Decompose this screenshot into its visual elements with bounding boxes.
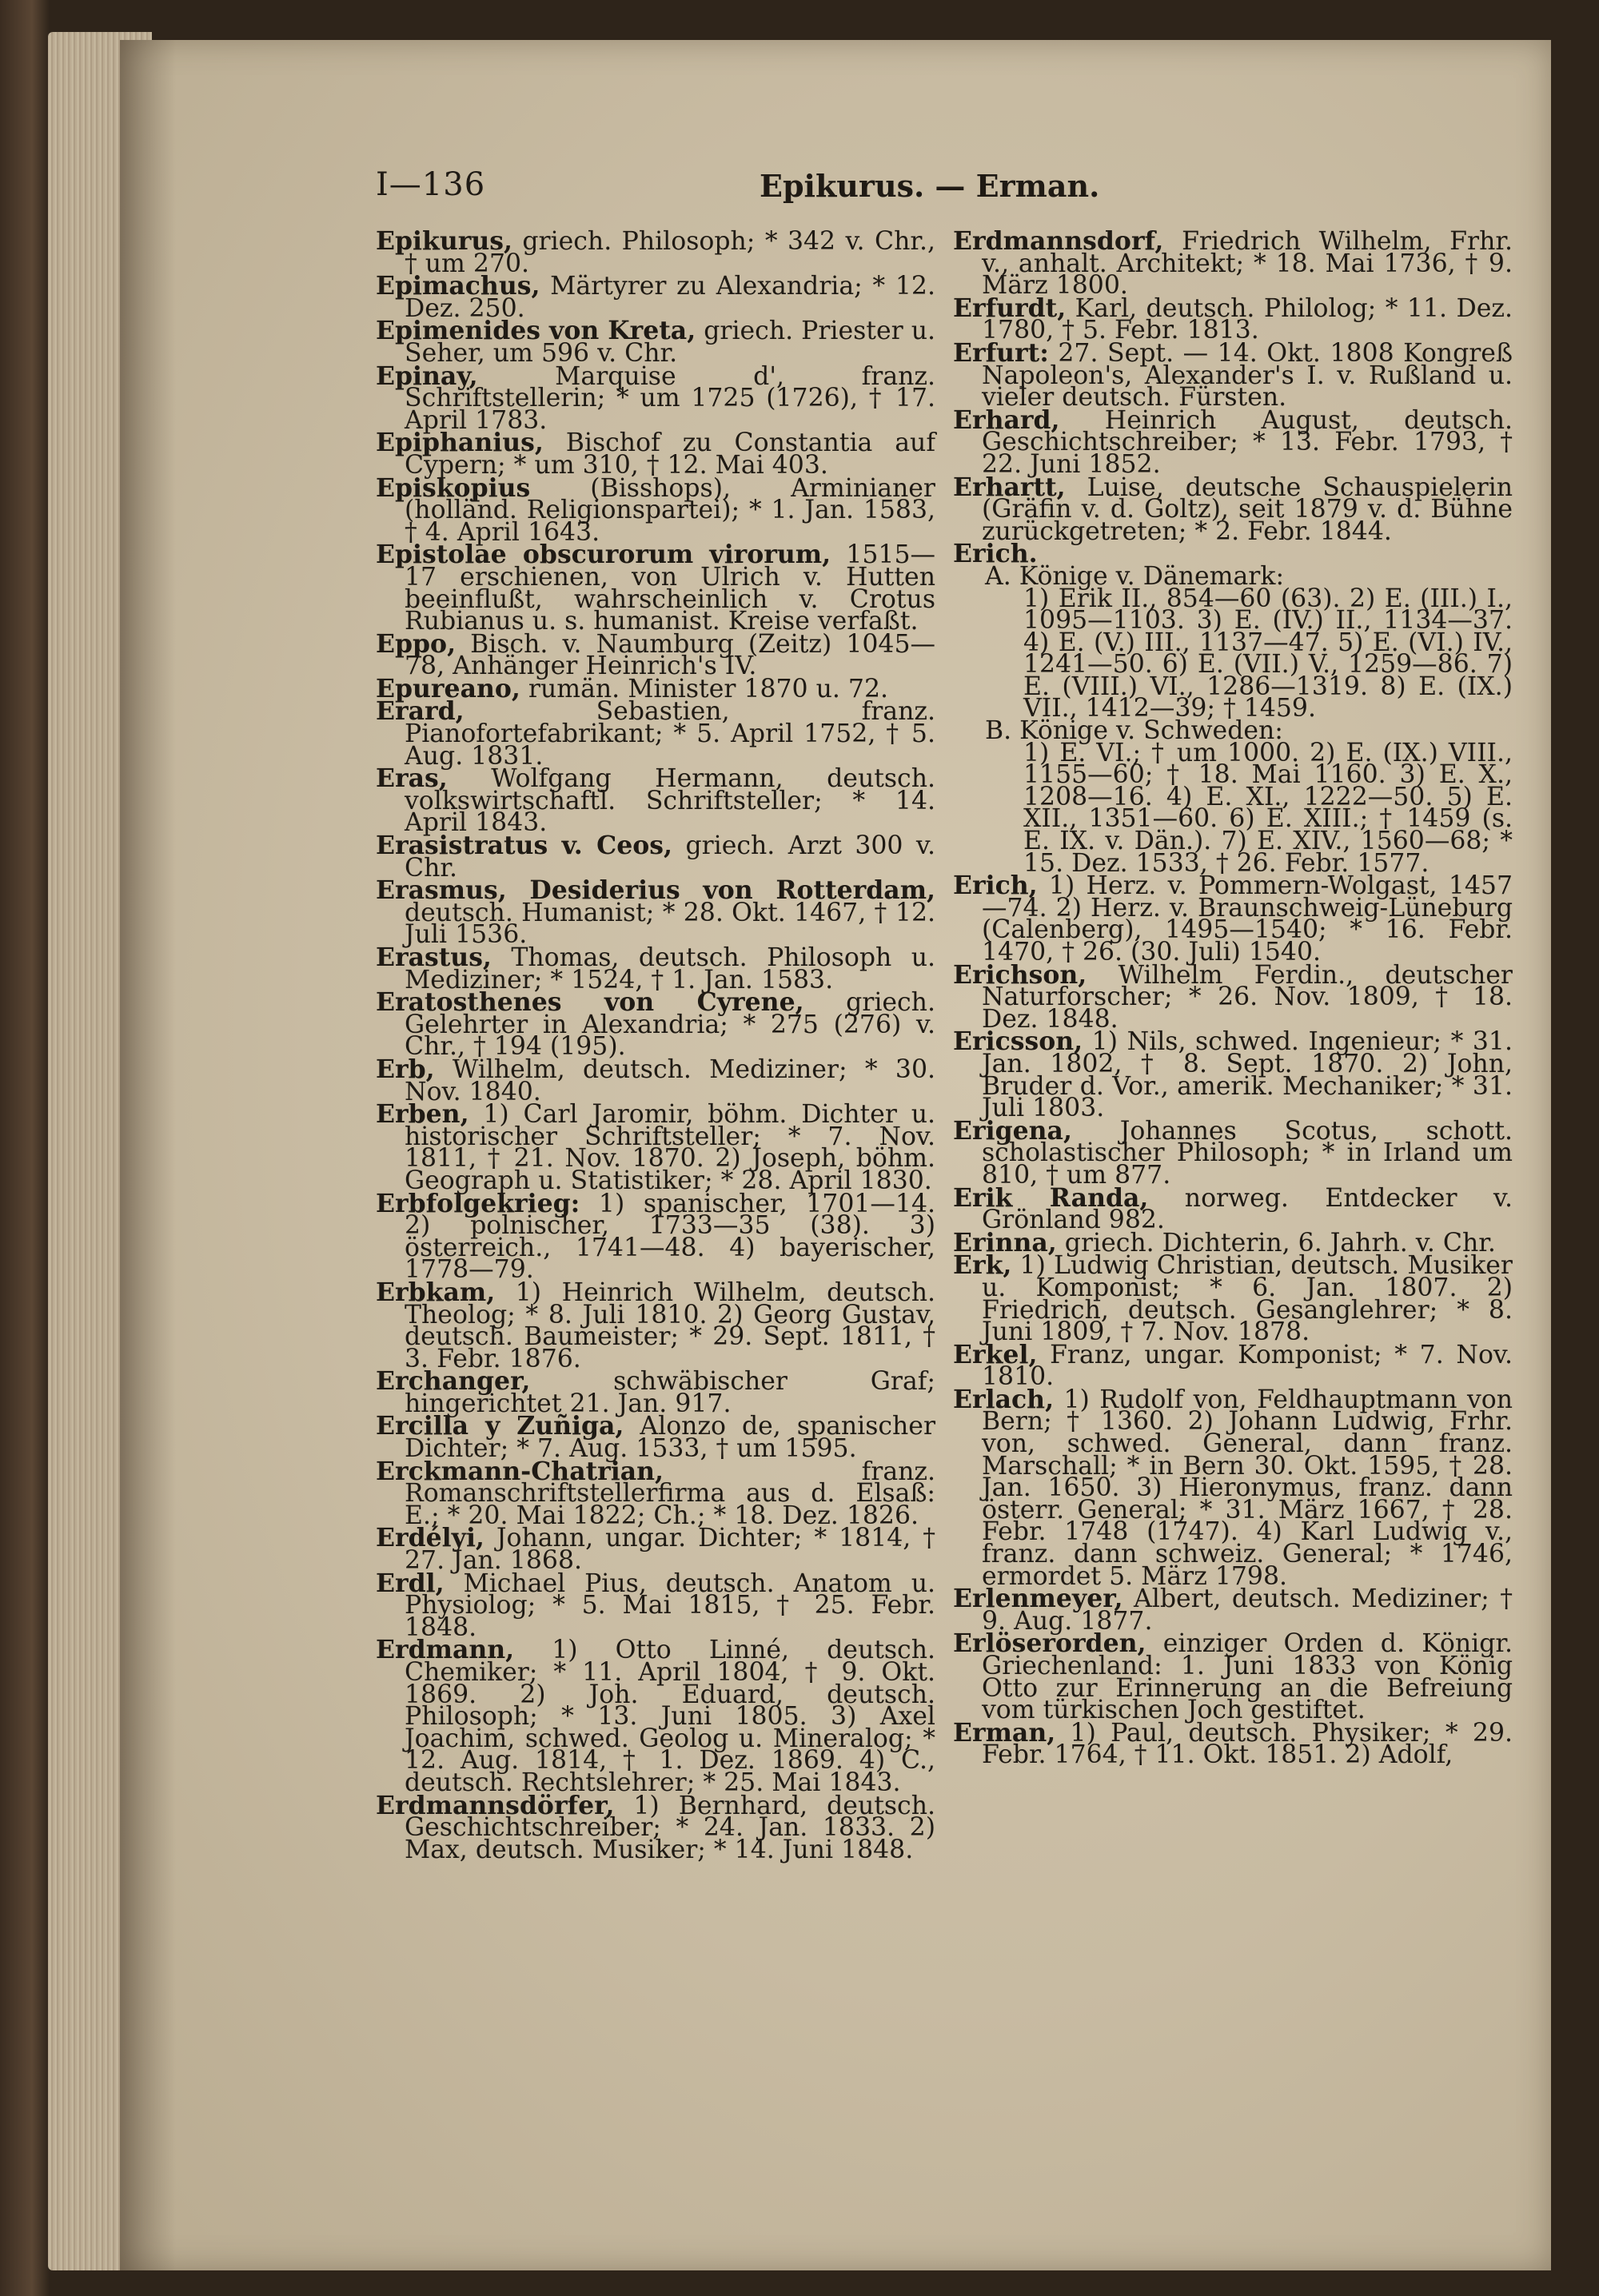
page-number: I—136 [376, 166, 486, 203]
entry-text: Franz, ungar. Komponist; * 7. Nov. 1810. [982, 1340, 1513, 1392]
entry-term: Erdmann, [376, 1635, 515, 1665]
entry-text: Wilhelm, deutsch. Mediziner; * 30. Nov. 1840. [405, 1054, 935, 1106]
entry-term: Eppo, [376, 628, 457, 659]
entry-text: Bisch. v. Naumburg (Zeitz) 1045—78, Anhänger Heinrich's IV. [405, 629, 935, 681]
entry-text: 27. Sept. — 14. Okt. 1808 Kongreß Napoleon's, Alexander's I. v. Rußland u. vieler deutsch. Fürsten. [982, 338, 1513, 413]
entry [376, 428, 935, 480]
entry-text: (Bisshops), Arminianer (holländ. Religionspartei); * 1. Jan. 1583, † 4. April 1643. [405, 473, 935, 547]
entry-term: Erhartt, [953, 472, 1066, 502]
entry-text: einziger Orden d. Königr. Griechenland: 1. Juni 1833 von König Otto zur Erinnerung an die Befreiung vom türkischen Joch gestiftet. [982, 1629, 1513, 1725]
entry [953, 293, 1513, 345]
entry [953, 405, 1513, 479]
entry-term: Erk, [953, 1250, 1012, 1281]
entry [953, 1717, 1513, 1770]
erich-section-b-label: B. Könige v. Schweden: [985, 716, 1283, 746]
entry-text: Sebastien, franz. Pianofortefabrikant; * 5. April 1752, † 5. Aug. 1831. [405, 697, 935, 771]
entry-term: Ericsson, [953, 1026, 1083, 1057]
entry [953, 1182, 1513, 1235]
entry-text: 1) Nils, schwed. Ingenieur; * 31. Jan. 1802, † 8. Sept. 1870. 2) John, Bruder d. Vor., amerik. Mechaniker; * 31. Juli 1803. [982, 1027, 1513, 1123]
entry-term: Erdmannsdorf, [953, 226, 1164, 256]
entry-term: Erlöserorden, [953, 1628, 1146, 1659]
entry [376, 1456, 935, 1530]
entry-term: Episkopius [376, 472, 531, 503]
entry-text: griech. Priester u. Seher, um 596 v. Chr. [405, 317, 935, 368]
entry [953, 1384, 1513, 1591]
entry [376, 943, 935, 995]
entry-text: Bischof zu Constantia auf Cypern; * um 310, † 12. Mai 403. [405, 429, 935, 480]
entry-text: Märtyrer zu Alexandria; * 12. Dez. 250. [405, 272, 935, 323]
entry-text: Albert, deutsch. Mediziner; † 9. Aug. 1877. [982, 1584, 1513, 1636]
entry-term: Erinna, [953, 1227, 1057, 1258]
entry-text: Friedrich Wilhelm, Frhr. v., anhalt. Architekt; * 18. Mai 1736, † 9. März 1800. [982, 227, 1513, 301]
entry-text: schwäbischer Graf; hingerichtet 21. Jan. 917. [405, 1367, 935, 1418]
erich-section-b-list: 1) E. VI.; † um 1000. 2) E. (IX.) VIII., 1155—60; † 18. Mai 1160. 3) E. X., 1208—16. 4) E. XI., 1222—50. 5) E. XII., 1351—60. 6) E. XIII.; † 1459 (s. E. IX. v. Dän.). 7) E. XIV., 1560—68; * 15. Dez. 1533, † 26. Febr. 1577. [1023, 738, 1513, 878]
entry-term: Erckmann-Chatrian, [376, 1456, 664, 1486]
entry-text: Johann, ungar. Dichter; * 1814, † 27. Jan. 1868. [405, 1524, 935, 1576]
entry-text: 1) Otto Linné, deutsch. Chemiker; * 11. April 1804, † 9. Okt. 1869. 2) Joh. Eduard, deutsch. Philosoph; * 13. Juni 1805. 3) Axel Joachim, schwed. Geolog u. Mineralog; * 12. Aug. 1814, † 1. Dez. 1869. 4) C., deutsch. Rechtslehrer; * 25. Mai 1843. [405, 1636, 935, 1797]
entry-term: Epikurus, [376, 226, 512, 256]
entry-term: Erard, [376, 696, 465, 727]
running-head: Epikurus. — Erman. [760, 168, 1100, 204]
entry [376, 1635, 935, 1797]
entry [376, 1790, 935, 1864]
entry-term: Eratosthenes von Cyrene, [376, 987, 804, 1018]
entry [953, 959, 1513, 1034]
entry-term: Erkel, [953, 1339, 1038, 1369]
entry-term: Erfurdt, [953, 293, 1067, 323]
entry [376, 1099, 935, 1195]
entry [953, 1026, 1513, 1123]
entry-text: Thomas, deutsch. Philosoph u. Mediziner; * 1524, † 1. Jan. 1583. [405, 943, 935, 995]
entry [376, 271, 935, 323]
entry-text: Luise, deutsche Schauspielerin (Gräfin v. d. Goltz), seit 1879 v. d. Bühne zurückgetreten; * 2. Febr. 1844. [982, 472, 1513, 546]
entry [953, 871, 1513, 967]
entry [376, 1054, 935, 1106]
entry [953, 1339, 1513, 1392]
entry-term: Epimenides von Kreta, [376, 316, 696, 346]
entry-text: 1) Ludwig Christian, deutsch. Musiker u. Komponist; * 6. Jan. 1807. 2) Friedrich, deutsch. Gesanglehrer; * 8. Juni 1809, † 7. Nov. 1878. [982, 1251, 1513, 1347]
entry-term: Ercilla y Zuñiga, [376, 1411, 624, 1441]
entry-text: 1) Herz. v. Pommern-Wolgast, 1457—74. 2) Herz. v. Braunschweig-Lüneburg (Calenberg), 1495—1540; * 16. Febr. 1470, † 26. (30. Juli) 1540. [982, 871, 1513, 967]
entry [376, 226, 935, 278]
entry-term: Erhard, [953, 405, 1060, 435]
entry [376, 540, 935, 636]
entry-term: Erasistratus v. Ceos, [376, 831, 672, 861]
entry-term: Erichson, [953, 959, 1087, 990]
entry-term: Epureano, [376, 673, 520, 704]
entry-text: norweg. Entdecker v. Grönland 982. [982, 1183, 1513, 1235]
entry-term: Epistolae obscurorum virorum, [376, 540, 831, 570]
right-column [953, 226, 1513, 1770]
entry-text: 1515—17 erschienen, von Ulrich v. Hutten beeinflußt, wahrscheinlich v. Crotus Rubianus u. s. humanist. Kreise verfaßt. [405, 540, 935, 636]
entry [953, 337, 1513, 413]
entry [376, 1411, 936, 1464]
entry-term: Erlach, [953, 1384, 1055, 1414]
entry-term: Erben, [376, 1099, 469, 1130]
entry [953, 1584, 1513, 1636]
entry-text: 1) Bernhard, deutsch. Geschichtschreiber; * 24. Jan. 1833. 2) Max, deutsch. Musiker; * 14. Juni 1848. [405, 1791, 935, 1864]
entry-term: Erman, [953, 1717, 1056, 1748]
entry [376, 1188, 935, 1285]
entry-text: Heinrich August, deutsch. Geschichtschreiber; * 13. Febr. 1793, † 22. Juni 1852. [982, 405, 1513, 479]
entry-term: Erastus, [376, 943, 492, 972]
entry-term: Erdl, [376, 1568, 445, 1598]
erich-section-a-list: 1) Erik II., 854—60 (63). 2) E. (III.) I., 1095—1103. 3) E. (IV.) II., 1134—37. 4) E. (V.) III., 1137—47. 5) E. (VI.) IV., 1241—50. 6) E. (VII.) V., 1259—86. 7) E. (VIII.) VI., 1286—1319. 8) E. (IX.) VII., 1412—39; † 1459. [1023, 584, 1513, 723]
entry-text: 1) Carl Jaromir, böhm. Dichter u. historischer Schriftsteller; * 7. Nov. 1811, † 21. Nov. 1870. 2) Joseph, böhm. Geograph u. Statistiker; * 28. April 1830. [405, 1100, 935, 1195]
entry [376, 1366, 935, 1418]
entry-term: Erich, [953, 871, 1038, 901]
entry [376, 831, 935, 883]
entry-text: deutsch. Humanist; * 28. Okt. 1467, † 12. Juli 1536. [405, 898, 935, 950]
entry [376, 987, 935, 1062]
entry-text: rumän. Minister 1870 u. 72. [520, 674, 889, 704]
entry [376, 628, 935, 681]
entry-text: 1) Rudolf von, Feldhauptmann von Bern; † 1360. 2) Johann Ludwig, Frhr. von, schwed. General, dann franz. Marschall; * in Bern 30. Okt. 1595, † 28. Jan. 1650. 3) Hieronymus, franz. dann österr. General; * 31. März 1667, † 28. Febr. 1748 (1747). 4) Karl Ludwig v., franz. dann schweiz. General; * 1746, ermordet 5. März 1798. [982, 1385, 1513, 1591]
entry-term: Erlenmeyer, [953, 1584, 1123, 1614]
entry-term: Erich. [953, 539, 1038, 569]
entry-text: 1) Paul, deutsch. Physiker; * 29. Febr. 1764, † 11. Okt. 1851. 2) Adolf, [982, 1718, 1513, 1770]
entry-text: griech. Dichterin, 6. Jahrh. v. Chr. [1056, 1228, 1496, 1258]
entry-term: Erbfolgekrieg: [376, 1188, 580, 1218]
entry-text: Karl, deutsch. Philolog; * 11. Dez. 1780, † 5. Febr. 1813. [982, 293, 1513, 345]
entry-term: Erchanger, [376, 1366, 531, 1397]
entry-term: Erdmannsdörfer, [376, 1790, 615, 1820]
page-header [376, 166, 1391, 205]
entry-text: griech. Arzt 300 v. Chr. [405, 831, 935, 883]
entry-term: Erfurt: [953, 337, 1049, 368]
entry-text: Wolfgang Hermann, deutsch. volkswirtschaftl. Schriftsteller; * 14. April 1843. [405, 764, 935, 838]
entry-text: Wilhelm Ferdin., deutscher Naturforscher; * 26. Nov. 1809, † 18. Dez. 1848. [982, 960, 1513, 1034]
entry-term: Erasmus, Desiderius von Rotterdam, [376, 875, 935, 906]
entry-term: Epiphanius, [376, 428, 544, 458]
entry-text: franz. Romanschriftstellerfirma aus d. Elsaß: E.; * 20. Mai 1822; Ch.; * 18. Dez. 1826. [405, 1457, 935, 1530]
entry [376, 763, 935, 838]
entry-term: Erigena, [953, 1115, 1072, 1146]
entry [376, 696, 935, 771]
entry-text: Michael Pius, deutsch. Anatom u. Physiolog; * 5. Mai 1815, † 25. Febr. 1848. [405, 1569, 935, 1642]
spine-shadow [120, 40, 176, 2270]
entry-text: Johannes Scotus, schott. scholastischer Philosoph; * in Irland um 810, † um 877. [982, 1116, 1513, 1190]
entry-term: Epimachus, [376, 271, 540, 301]
entry [376, 1277, 935, 1373]
entry [953, 226, 1513, 301]
entry-text: Alonzo de, spanischer Dichter; * 7. Aug. 1533, † um 1595. [405, 1412, 936, 1464]
entry [376, 472, 935, 547]
left-column [376, 226, 936, 1864]
entry [376, 1568, 935, 1642]
entry [376, 1523, 935, 1576]
entry-term: Erdélyi, [376, 1523, 484, 1553]
entry [376, 316, 935, 368]
entry [376, 875, 935, 950]
entry [953, 1115, 1513, 1190]
entry-text: griech. Philosoph; * 342 v. Chr., † um 270. [405, 227, 935, 278]
entry [953, 472, 1513, 546]
entry-text: 1) spanischer, 1701—14. 2) polnischer, 1733—35 (38). 3) österreich., 1741—48. 4) bayerischer, 1778—79. [405, 1189, 935, 1285]
entry-term: Erb, [376, 1054, 435, 1084]
entry-term: Erik Randa, [953, 1182, 1149, 1213]
entry-text: griech. Gelehrter in Alexandria; * 275 (276) v. Chr., † 194 (195). [405, 988, 935, 1062]
entry-text: 1) Heinrich Wilhelm, deutsch. Theolog; * 8. Juli 1810. 2) Georg Gustav, deutsch. Baumeister; * 29. Sept. 1811, † 3. Febr. 1876. [405, 1278, 935, 1373]
entry-term: Eras, [376, 763, 448, 794]
entry-text: Marquise d', franz. Schriftstellerin; * um 1725 (1726), † 17. April 1783. [405, 361, 935, 435]
entry-term: Epinay, [376, 361, 478, 391]
entry-term: Erbkam, [376, 1277, 496, 1307]
erich-section-a-label: A. Könige v. Dänemark: [985, 561, 1285, 591]
entry [953, 1250, 1513, 1347]
entry [376, 361, 935, 435]
entry [953, 1628, 1513, 1725]
